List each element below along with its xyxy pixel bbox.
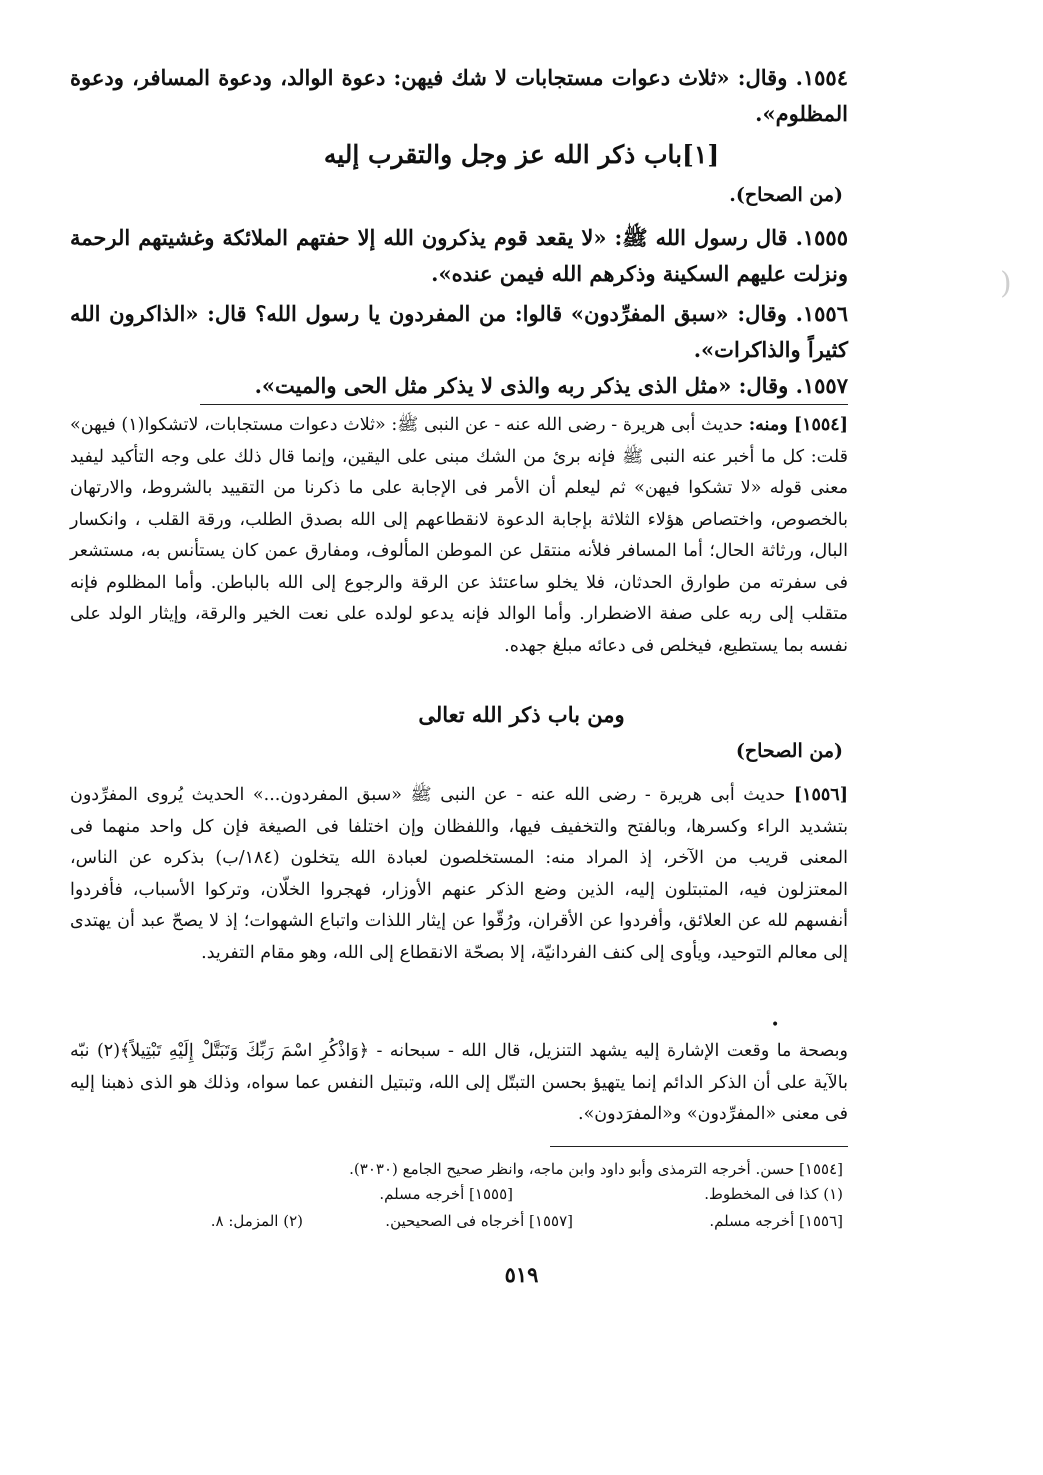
footnote: (٢) المزمل: ٨. [210,1212,303,1230]
commentary-1556 [70,780,848,969]
commentary-verse [70,1036,848,1131]
commentary-lead: [١٥٥٦] [793,785,848,805]
commentary-lead: [١٥٥٤] ومنه: [748,415,848,435]
separator-line [200,404,848,405]
source-label: (من الصحاح) [735,740,843,762]
commentary-text: حديث أبى هريرة - رضى الله عنه - عن النبى ﷺ: «ثلاث دعوات مستجابات، لاتشكوا(١) فيهن» قلت: كل ما أخبر عنه النبى ﷺ فإنه برئ من الشك مبنى على اليقين، وإنما قال ذلك على وجه التأكيد ليفيد معنى قوله «لا تشكوا فيهن» ثم ليعلم أن الأمر فى الإجابة على ما ذكرنا من التقييد بالشروط، والارتهان بالخصوص، واختصاص هؤلاء الثلاثة بإجابة الدعوة لانقطاعهم إلى الله بصدق الطلب، ورقة القلب ، وانكسار البال، ورثاثة الحال؛ أما المسافر فلأنه منتقل عن الموطن المألوف، ومفارق عمن كان يستأنس به، مستشعر فى سفرته من طوارق الحدثان، فلا يخلو ساعتئذ عن الرقة والرجوع إلى الله بالباطن. وأما المظلوم فإنه متقلب إلى ربه على صفة الاضطرار. وأما الوالد فإنه يدعو لولده على نعت الخير والرقة، وإيثار الولد على نفسه بما يستطيع، فيخلص فى دعائه مبلغ جهده. [70,415,848,656]
commentary-text: حديث أبى هريرة - رضى الله عنه - عن النبى ﷺ «سبق المفردون...» الحديث يُروى المفرِّدون بتشديد الراء وكسرها، وبالفتح والتخفيف فيها، واللفظان وإن اختلفا فى الصيغة فإن كل واحد منهما فى المعنى قريب من الآخر، إذ المراد منه: المستخلصون لعبادة الله يتخلون (١٨٤/ب) بذكره عن الناس، المعتزلون فيه، المتبتلون إليه، الذين وضع الذكر عنهم الأوزار، فهجروا الخلّان، وتركوا الأسباب، فأفردوا أنفسهم لله عن العلائق، وأفردوا عن الأقران، ورُقّوا عن إيثار اللذات واتباع الشهوات؛ إذ لا يصحّ عبد أن يهتدى إلى معالم التوحيد، ويأوى إلى كنف الفردانيّة، إلا بصحّة الانقطاع إلى الله، وهو مقام التفريد. [70,785,848,963]
page-number: ٥١٩ [504,1262,539,1287]
hadith-number: ١٥٥٤. [795,65,848,90]
footnote: [١٥٥٥] أخرجه مسلم. [379,1185,513,1203]
commentary-1554 [70,410,848,662]
hadith-text: قال رسول الله ﷺ: «لا يقعد قوم يذكرون الله إلا حفتهم الملائكة وغشيتهم الرحمة ونزلت عليهم السكينة وذكرهم الله فيمن عنده». [70,225,848,286]
section-subtitle: ومن باب ذكر الله تعالى [418,702,625,727]
hadith-1556 [70,296,848,368]
chapter-title: [١]باب ذكر الله عز وجل والتقرب إليه [323,140,720,169]
stray-dot: • [771,1017,780,1033]
hadith-1557 [70,368,848,404]
footnote: [١٥٥٤] حسن. أخرجه الترمذى وأبو داود وابن ماجه، وانظر صحيح الجامع (٣٠٣٠). [349,1160,843,1178]
hadith-1554 [70,60,848,132]
hadith-1555 [70,220,848,292]
footnote-separator [550,1146,848,1147]
hadith-number: ١٥٥٥. [795,225,848,250]
commentary-text: وبصحة ما وقعت الإشارة إليه يشهد التنزيل، قال الله - سبحانه - ﴿وَاذْكُرِ اسْمَ رَبِّكَ وَتَبَتَّلْ إِلَيْهِ تَبْتِيلاً﴾(٢) نبّه بالآية على أن الذكر الدائم إنما يتهيؤ بحسن التبتّل إلى الله، وتبتيل النفس عما سواه، وذلك هو الذى ذهبنا إليه فى معنى «المفرِّدون» و«المفرَدون». [70,1041,848,1124]
footnote: [١٥٥٧] أخرجاه فى الصحيحين. [385,1212,573,1230]
margin-mark: ( [1000,266,1012,301]
hadith-text: وقال: «ثلاث دعوات مستجابات لا شك فيهن: دعوة الوالد، ودعوة المسافر، ودعوة المظلوم». [70,65,848,126]
hadith-text: وقال: «مثل الذى يذكر ربه والذى لا يذكر مثل الحى والميت». [254,373,796,398]
hadith-number: ١٥٥٧. [795,373,848,398]
footnote: (١) كذا فى المخطوط. [704,1185,843,1203]
hadith-text: وقال: «سبق المفرِّدون» قالوا: من المفردون يا رسول الله؟ قال: «الذاكرون الله كثيراً والذاكرات». [70,301,848,362]
footnote: [١٥٥٦] أخرجه مسلم. [709,1212,843,1230]
hadith-number: ١٥٥٦. [795,301,848,326]
source-label: (من الصحاح). [729,184,843,206]
